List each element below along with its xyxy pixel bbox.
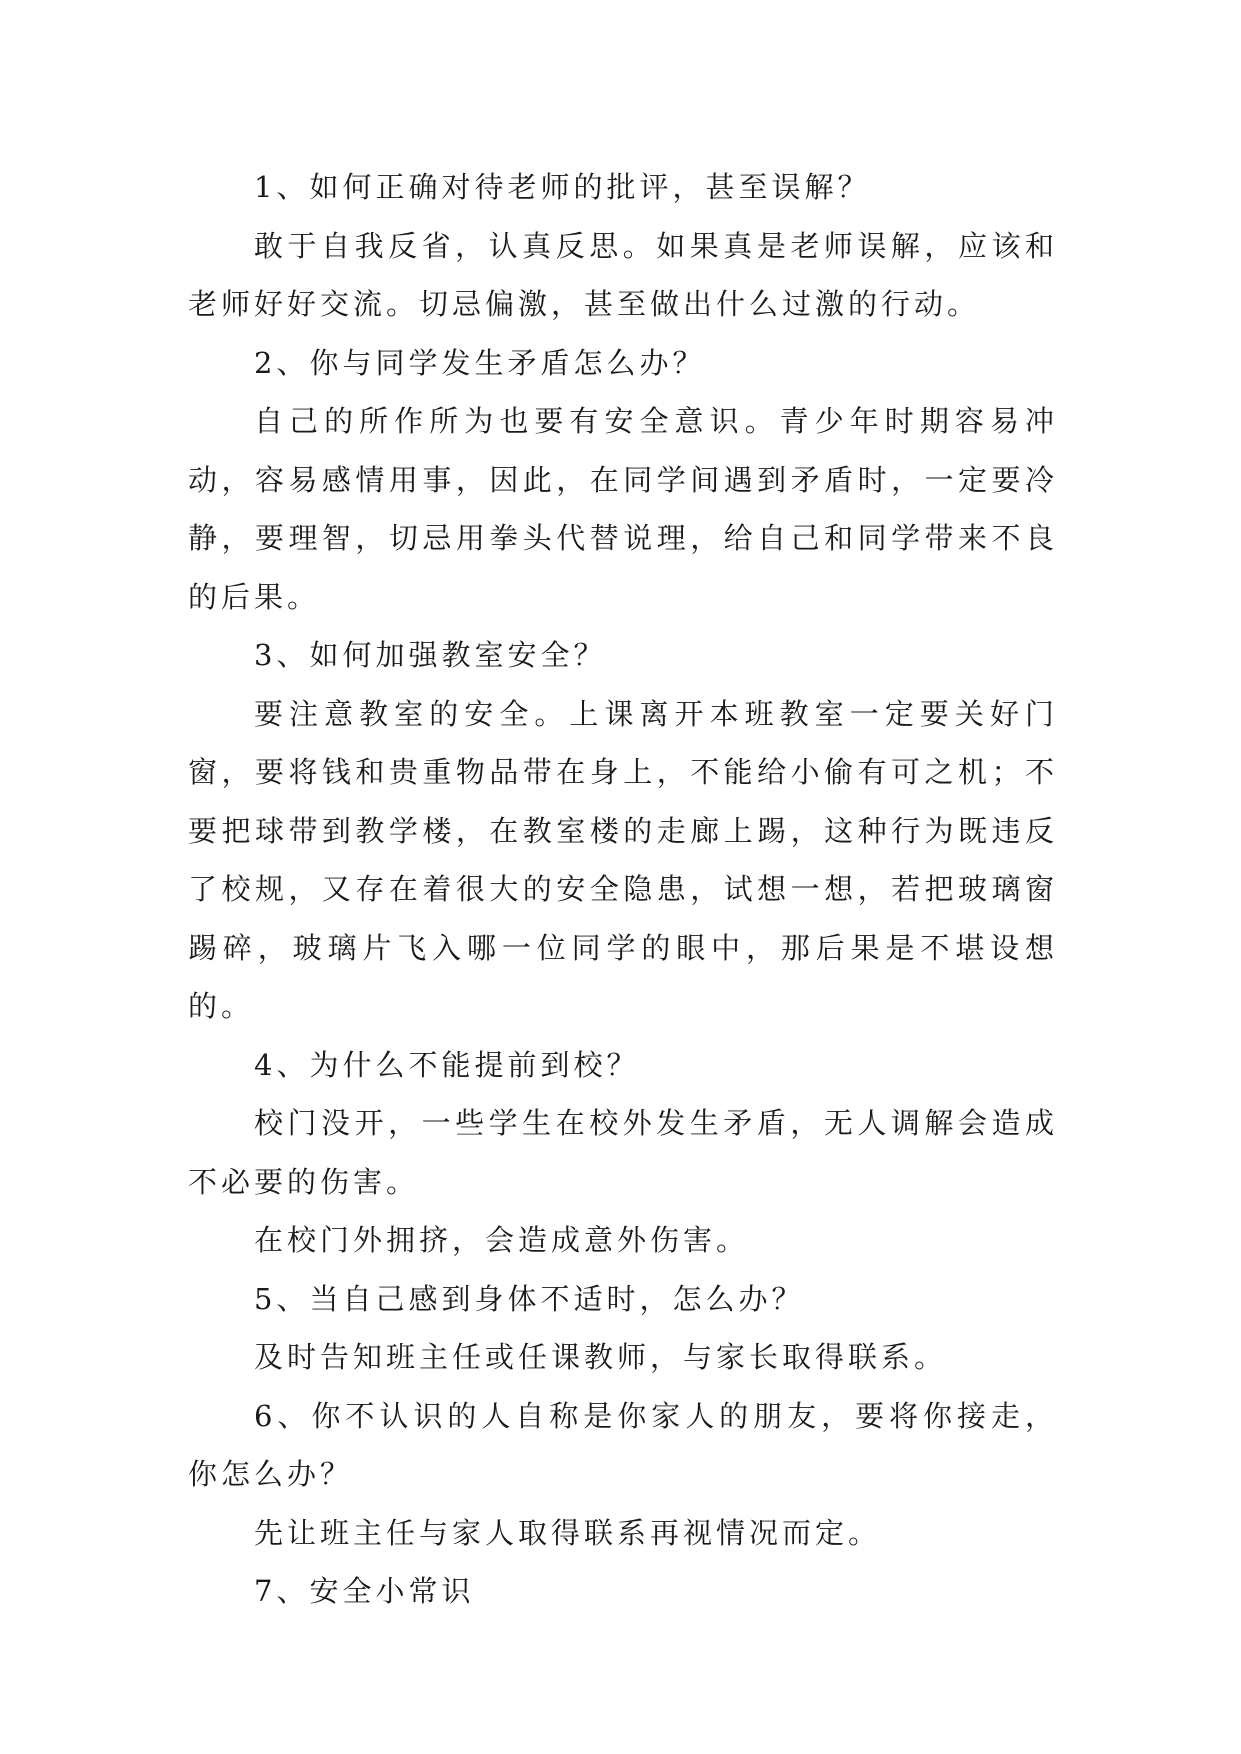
answer-1: 敢于自我反省，认真反思。如果真是老师误解，应该和老师好好交流。切忌偏激，甚至做出什么过激的行动。 [188, 228, 1058, 321]
question-2: 2、你与同学发生矛盾怎么办？ [254, 345, 706, 380]
section-7-heading: 7、安全小常识 [254, 1574, 475, 1608]
question-3: 3、如何加强教室安全？ [254, 638, 607, 672]
answer-2: 自己的所作所为也要有安全意识。青少年时期容易冲动，容易感情用事，因此，在同学间遇到矛盾时，一定要冷静，要理智，切忌用拳头代替说理，给自己和同学带来不良的后果。 [188, 404, 1058, 614]
question-6: 6、你不认识的人自称是你家人的朋友，要将你接走，你怎么办？ [188, 1398, 1058, 1491]
question-1: 1、如何正确对待老师的批评，甚至误解？ [254, 170, 871, 204]
answer-4b: 在校门外拥挤，会造成意外伤害。 [254, 1223, 750, 1257]
question-5: 5、当自己感到身体不适时，怎么办？ [254, 1281, 805, 1316]
document-body [188, 158, 1058, 1621]
answer-4a: 校门没开，一些学生在校外发生矛盾，无人调解会造成不必要的伤害。 [188, 1106, 1058, 1199]
question-4: 4、为什么不能提前到校？ [254, 1047, 640, 1082]
answer-6: 先让班主任与家人取得联系再视情况而定。 [254, 1515, 882, 1550]
answer-5: 及时告知班主任或任课教师，与家长取得联系。 [254, 1340, 948, 1374]
answer-3: 要注意教室的安全。上课离开本班教室一定要关好门窗，要将钱和贵重物品带在身上，不能给小偷有可之机；不要把球带到教学楼，在教室楼的走廊上踢，这种行为既违反了校规，又存在着很大的安全隐患，试想一想，若把玻璃窗踢碎，玻璃片飞入哪一位同学的眼中，那后果是不堪设想的。 [188, 696, 1058, 1023]
